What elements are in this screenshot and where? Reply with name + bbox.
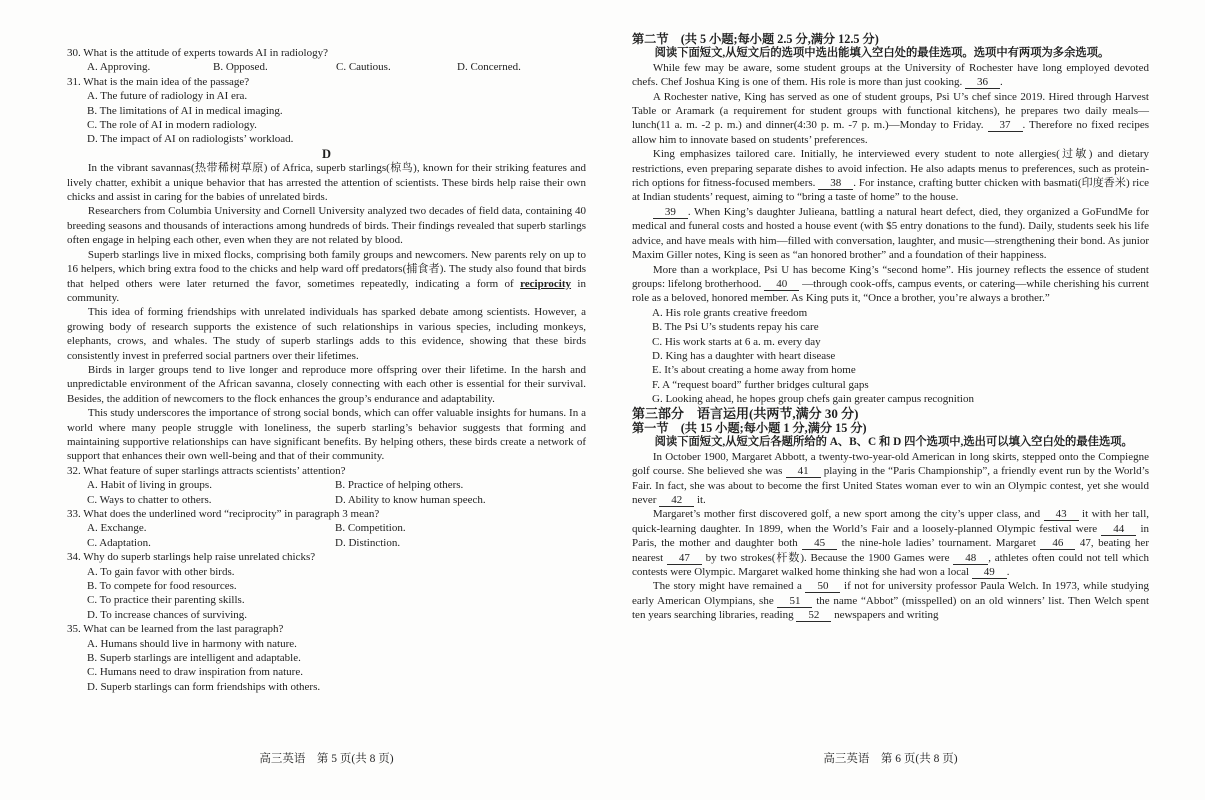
text-run: The story might have remained a: [652, 580, 806, 593]
option: D. The impact of AI on radiologists’ workload.: [87, 133, 294, 146]
text-run: .: [1006, 566, 1010, 579]
question-stem: 31. What is the main idea of the passage?: [67, 75, 250, 88]
option: D. Concerned.: [457, 61, 521, 74]
option: B. Superb starlings are intelligent and adaptable.: [87, 652, 301, 665]
option: A. To gain favor with other birds.: [87, 565, 235, 578]
page-5-footer: [67, 750, 586, 766]
options-grid: [67, 478, 586, 507]
blank-42: 42: [659, 494, 694, 507]
question-stem: 30. What is the attitude of experts towards AI in radiology?: [67, 47, 328, 59]
blank-48: 48: [953, 552, 988, 565]
page-5-content: [67, 46, 586, 694]
option: B. Opposed.: [213, 61, 268, 74]
options-list: [67, 637, 586, 695]
text-run: if not for university professor Paula Welch. In 1973, while studying early American Olympians, she: [632, 580, 1149, 607]
text-run: . For instance, crafting butter chicken with basmati(印度香米) rice at Indian students’ request, aiming to “bring a taste of home” to the house.: [632, 177, 1149, 204]
passage-paragraph: In the vibrant savannas(热带稀树草原) of Africa, superb starlings(椋鸟), known for their striking features and lively chatter, exhibit a unique behavior that has arrested the attention of scientists. These birds help raise their own chicks and assist in caring for the babies of unrelated birds.: [67, 162, 586, 204]
blank-46: 46: [1040, 537, 1075, 550]
page-6-footer: [632, 750, 1149, 766]
options-row: [67, 60, 586, 74]
passage-paragraph: [632, 507, 1149, 579]
option: C. Adaptation.: [87, 536, 151, 549]
option: G. Looking ahead, he hopes group chefs gain greater campus recognition: [652, 393, 974, 406]
question-stem: 35. What can be learned from the last paragraph?: [67, 623, 284, 636]
option: A. Exchange.: [87, 522, 147, 535]
option: C. Ways to chatter to others.: [87, 493, 212, 506]
passage-paragraph: This study underscores the importance of strong social bonds, which can offer valuable insights for humans. In a world where many people struggle with loneliness, the superb starling’s behavior suggests that forming and maintaining supportive relationships can have significant benefits. By helping others, these birds create a network of support that enhances their own well-being and that of their community.: [67, 407, 586, 463]
section-instruction: 阅读下面短文,从短文后各题所给的 A、B、C 和 D 四个选项中,选出可以填入空白处的最佳选项。: [654, 436, 1133, 449]
blank-49: 49: [972, 566, 1007, 579]
text-run: King emphasizes tailored care. Initially, he interviewed every student to note allergies(过敏) and dietary restrictions, even preparing separate dishes to avoid infection. He also adapts menus to preferences, such as protein-rich options for fitness-focused members.: [632, 148, 1149, 190]
section-heading: 第二节 (共 5 小题;每小题 2.5 分,满分 12.5 分): [632, 32, 879, 46]
option: A. Approving.: [87, 61, 151, 74]
blank-37: 37: [988, 119, 1023, 132]
blank-47: 47: [667, 552, 702, 565]
text-run: 47, beating her nearest: [632, 537, 1149, 564]
text-run: More than a workplace, Psi U has become King’s “second home”. His journey reflects the essence of student groups: lifelong brotherhood.: [632, 263, 1149, 290]
text-run: , athletes often could not tell which contests were Olympic. Margaret walked home thinking she had won a local: [632, 551, 1149, 579]
option: A. Habit of living in groups.: [87, 479, 212, 492]
section-instruction: 阅读下面短文,从短文后的选项中选出能填入空白处的最佳选项。选项中有两项为多余选项。: [654, 47, 1110, 60]
option: B. Competition.: [335, 522, 406, 535]
blank-40: 40: [764, 278, 799, 291]
text-run: in community.: [67, 277, 586, 304]
blank-44: 44: [1101, 523, 1136, 536]
question-stem: 32. What feature of super starlings attracts scientists’ attention?: [67, 464, 346, 477]
text-run: Superb starlings live in mixed flocks, comprising both family groups and newcomers. New parents rely on up to 16 helpers, which bring extra food to the chicks and help ward off predators(捕食者). The study also found that birds that helped others were later returned the favor, sometimes repeatedly, indicating a form of: [67, 248, 586, 290]
text-run: Margaret’s mother first discovered golf, a new sport among the city’s upper class, and: [652, 508, 1044, 521]
blank-52: 52: [796, 609, 831, 622]
option: C. Humans need to draw inspiration from nature.: [87, 666, 303, 679]
blank-50: 50: [805, 580, 840, 593]
option: E. It’s about creating a home away from home: [652, 364, 856, 377]
option: A. His role grants creative freedom: [652, 306, 808, 319]
passage-paragraph: [632, 61, 1149, 90]
blank-39: 39: [653, 206, 688, 219]
text-run: —through cook-offs, campus events, or catering—while cherishing his current role as a beloved, honored member. As King puts it, “Once a brother, you’re always a brother.”: [632, 277, 1149, 305]
text-run: by two strokes(杆数). Because the 1900 Games were: [701, 551, 954, 564]
text-run: playing in the “Paris Championship”, a friendly event run by the World’s Fair. In fact, she was about to become the first United States woman ever to win an Olympic contest, yet she would never: [632, 465, 1149, 506]
option: D. King has a daughter with heart disease: [652, 349, 836, 362]
part-heading: 第三部分 语言运用(共两节,满分 30 分): [632, 405, 859, 421]
page-6: [632, 0, 1149, 800]
page-6-footer-text: 高三英语 第 6 页(共 8 页): [823, 753, 958, 765]
options-list: [67, 565, 586, 623]
option: A. The future of radiology in AI era.: [87, 90, 248, 103]
passage-paragraph: Researchers from Columbia University and Cornell University analyzed two decades of field data, containing 40 breeding seasons and thousands of interactions among hundreds of birds. Their findings revealed that superb starlings often engage in helping each other, even when they are not related by blood.: [67, 205, 586, 247]
option: B. The limitations of AI in medical imaging.: [87, 104, 283, 117]
text-run: it.: [694, 494, 706, 506]
option: D. Superb starlings can form friendships with others.: [87, 680, 321, 693]
text-run: newspapers and writing: [831, 609, 939, 622]
options-grid: [67, 521, 586, 550]
question-stem: 33. What does the underlined word “reciprocity” in paragraph 3 mean?: [67, 508, 380, 520]
text-run: In October 1900, Margaret Abbott, a twenty-two-year-old American in long skirts, stepped onto the Compiegne golf course. She believed she was: [632, 450, 1149, 478]
text-run: . When King’s daughter Julieana, battling a natural heart defect, died, they organized a GoFundMe for medical and funeral costs and hosted a house event (with $5 entry donations to the fund). Daily, students seek his life advice, and have meals with him—filled with conversation, laughter, and music—strengthening their bond. As junior Maxim Giller notes, King is seen as “an honored brother” and a foundation of their happiness.: [632, 205, 1149, 262]
option: C. The role of AI in modern radiology.: [87, 119, 257, 132]
option: D. Ability to know human speech.: [335, 493, 486, 506]
blank-36: 36: [965, 76, 1000, 89]
text-run: the name “Abbot” (misspelled) on an old winners’ list. Then Welch spent ten years searching libraries, reading: [632, 594, 1149, 622]
blank-43: 43: [1044, 508, 1079, 521]
text-run: in Paris, the mother and daughter both: [632, 522, 1149, 550]
options-list: [632, 306, 1149, 407]
passage-paragraph: Birds in larger groups tend to live longer and reproduce more offspring over their lifetime. In the harsh and unpredictable environment of the African savanna, closely connecting with each other is essential for their survival. Besides, the addition of newcomers to the flock enhances the group’s endurance and adaptability.: [67, 363, 586, 405]
page-5-footer-text: 高三英语 第 5 页(共 8 页): [259, 753, 394, 765]
passage-paragraph: [632, 205, 1149, 263]
page-5: [67, 0, 586, 800]
passage-paragraph: This idea of forming friendships with unrelated individuals has sparked debate among scientists. However, a growing body of research supports the existence of such relationships in various species, including monkeys, elephants, crows, and whales. The study of superb starlings adds to this evidence, showing that these birds consistently invest in preferred social partners over their lifetimes.: [67, 306, 586, 362]
blank-41: 41: [786, 465, 821, 478]
text-run: the nine-hole ladies’ tournament. Margaret: [837, 537, 1041, 550]
option: B. To compete for food resources.: [87, 580, 237, 593]
section-heading: 第一节 (共 15 小题;每小题 1 分,满分 15 分): [632, 420, 867, 435]
option: F. A “request board” further bridges cultural gaps: [652, 378, 869, 391]
question-stem: 34. Why do superb starlings help raise unrelated chicks?: [67, 551, 316, 564]
passage-paragraph: [632, 450, 1149, 508]
text-run: While few may be aware, some student groups at the University of Rochester have long employed devoted chefs. Chef Joshua King is one of them. His role is more than just cooking.: [632, 61, 1149, 89]
options-list: [67, 89, 586, 147]
underlined-word: reciprocity: [520, 277, 572, 290]
text-run: A Rochester native, King has served as one of student groups, Psi U’s chef since 2019. Hired through Harvest Table or Aramark (a requirement for student groups with functional kitchens), he prepares two daily meals—lunch(11 a. m. -2 p. m.) and dinner(4:30 p. m. -7 p. m.)—Monday to Friday.: [632, 90, 1149, 132]
passage-paragraph: [632, 147, 1149, 205]
option: A. Humans should live in harmony with nature.: [87, 637, 297, 650]
option: C. His work starts at 6 a. m. every day: [652, 335, 821, 348]
option: C. To practice their parenting skills.: [87, 594, 245, 607]
passage-label: D: [321, 146, 332, 161]
passage-paragraph: [632, 90, 1149, 148]
text-run: it with her tall, quick-learning daughter. In 1899, when the World’s Fair and a loosely-planned Olympic festival were: [632, 508, 1150, 535]
option: B. The Psi U’s students repay his care: [652, 321, 819, 334]
option: D. Distinction.: [335, 536, 401, 549]
passage-paragraph: [632, 579, 1149, 622]
option: B. Practice of helping others.: [335, 479, 464, 492]
blank-38: 38: [818, 177, 853, 190]
text-run: . Therefore no fixed recipes allow him to innovate based on students’ preferences.: [632, 119, 1150, 146]
blank-45: 45: [802, 537, 837, 550]
passage-paragraph: [632, 263, 1149, 306]
option: C. Cautious.: [336, 61, 391, 74]
text-run: .: [1000, 76, 1003, 89]
option: D. To increase chances of surviving.: [87, 608, 248, 621]
page-6-content: [632, 32, 1149, 623]
blank-51: 51: [777, 595, 812, 608]
passage-paragraph: [67, 248, 586, 306]
